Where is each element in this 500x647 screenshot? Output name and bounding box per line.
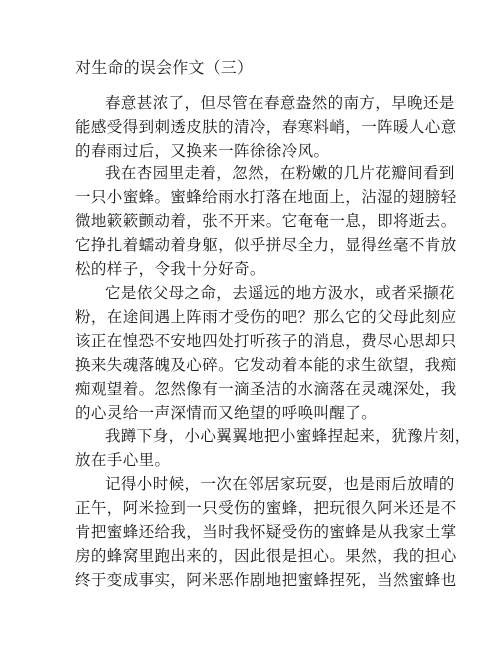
paragraph-line: 该正在惶恐不安地四处打听孩子的消息，费尽心思却只 — [75, 332, 457, 350]
paragraph-line: 正午，阿米捡到一只受伤的蜜蜂，把玩很久阿米还是不 — [75, 499, 457, 517]
paragraph-line: 放在手心里。 — [75, 451, 171, 469]
paragraph-line: 终于变成事实，阿米恶作剧地把蜜蜂捏死，当然蜜蜂也 — [75, 571, 457, 589]
paragraph-3 — [75, 281, 457, 425]
paragraph-4 — [75, 424, 471, 472]
paragraph-line: 记得小时候，一次在邻居家玩耍，也是雨后放晴的 — [105, 475, 455, 493]
paragraph-line: 它是依父母之命，去遥远的地方汲水，或者采撷花 — [105, 284, 455, 302]
paragraph-line: 的春雨过后，又换来一阵徐徐冷风。 — [75, 142, 330, 160]
paragraph-line: 粉，在途间遇上阵雨才受伤的吧？那么它的父母此刻应 — [75, 308, 457, 326]
paragraph-2 — [75, 161, 457, 281]
paragraph-5 — [75, 472, 457, 592]
paragraph-line: 肯把蜜蜂还给我，当时我怀疑受伤的蜜蜂是从我家土掌 — [75, 523, 457, 541]
paragraph-line: 我蹲下身，小心翼翼地把小蜜蜂捏起来，犹豫片刻， — [105, 427, 471, 445]
paragraph-line: 的心灵给一声深情而又绝望的呼唤叫醒了。 — [75, 404, 378, 422]
document-title: 对生命的误会作文（三） — [75, 58, 254, 77]
paragraph-line: 春意甚浓了，但尽管在春意盎然的南方，早晚还是 — [105, 94, 455, 112]
paragraph-line: 一只小蜜蜂。蜜蜂给雨水打落在地面上，沾湿的翅膀轻 — [75, 188, 457, 206]
paragraph-line: 换来失魂落魄及心碎。它发动着本能的求生欲望，我痴 — [75, 356, 457, 374]
paragraph-line: 松的样子，令我十分好奇。 — [75, 260, 266, 278]
paragraph-line: 微地簌簌颤动着，张不开来。它奄奄一息，即将逝去。 — [75, 212, 457, 230]
paragraph-line: 能感受得到刺透皮肤的清冷，春寒料峭，一阵暖人心意 — [75, 118, 457, 136]
paragraph-1 — [75, 91, 457, 163]
paragraph-line: 它挣扎着蠕动着身躯，似乎拼尽全力，显得丝毫不肯放 — [75, 236, 457, 254]
paragraph-line: 我在杏园里走着，忽然，在粉嫩的几片花瓣间看到 — [105, 164, 455, 182]
paragraph-line: 痴观望着。忽然像有一滴圣洁的水滴落在灵魂深处，我 — [75, 380, 457, 398]
paragraph-line: 房的蜂窝里跑出来的，因此很是担心。果然，我的担心 — [75, 547, 457, 565]
